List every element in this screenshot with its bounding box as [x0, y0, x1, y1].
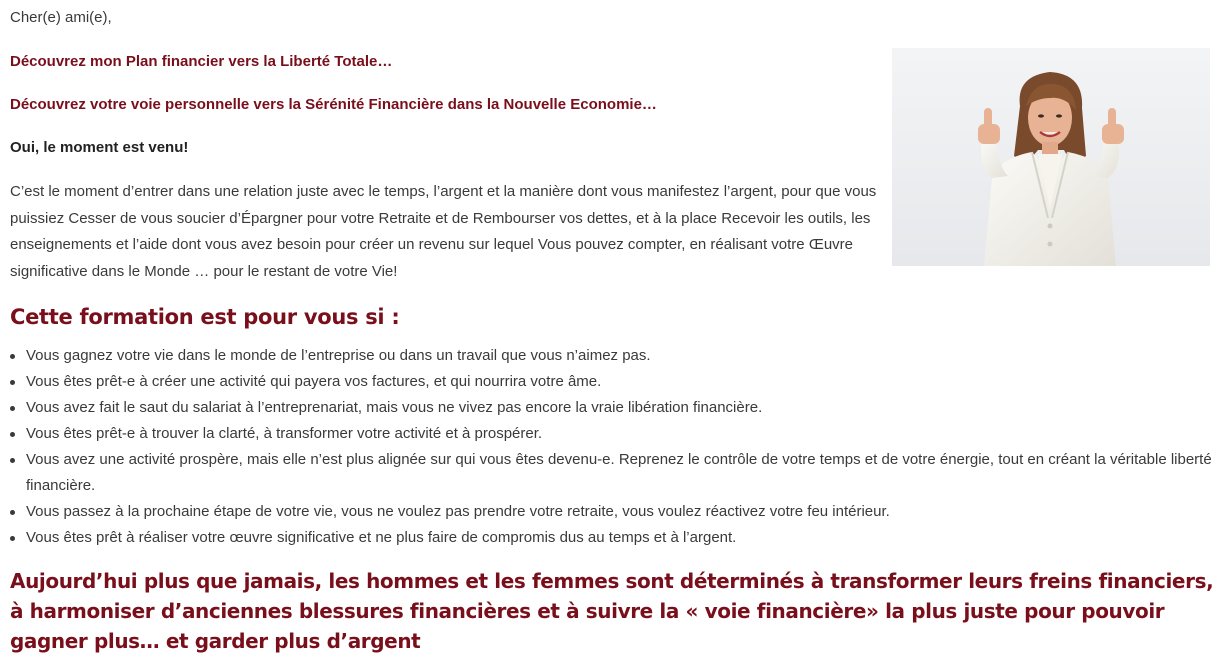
list-item-text: Vous avez fait le saut du salariat à l’entreprenariat, mais vous ne vivez pas encore la vraie libération financière. — [26, 399, 763, 416]
bullet-dot-icon — [10, 380, 15, 385]
list-item-text: Vous avez une activité prospère, mais elle n’est plus alignée sur qui vous êtes devenu-e. Reprenez le contrôle de votre temps et de votre énergie, tout en créant la véritable liberté financière. — [26, 451, 1212, 494]
closing-heading: Aujourd’hui plus que jamais, les hommes et les femmes sont déterminés à transformer leurs freins financiers, à harmoniser d’anciennes blessures financières et à suivre la « voie financière» la plus juste pour pouvoir gagner plus… et garder plus d’argent — [10, 569, 1214, 653]
bold-statement: Oui, le moment est venu! — [10, 139, 189, 156]
lead-heading-serenity: Découvrez votre voie personnelle vers la Sérénité Financière dans la Nouvelle Economie… — [10, 96, 657, 113]
list-item-text: Vous êtes prêt à réaliser votre œuvre significative et ne plus faire de compromis dus au temps et à l’argent. — [26, 529, 737, 546]
list-item-text: Vous passez à la prochaine étape de votre vie, vous ne voulez pas prendre votre retraite, vous voulez réactivez votre feu intérieur. — [26, 503, 890, 520]
audience-list — [10, 343, 1212, 551]
bullet-dot-icon — [10, 536, 15, 541]
bullet-dot-icon — [10, 458, 15, 463]
list-item-text: Vous gagnez votre vie dans le monde de l’entreprise ou dans un travail que vous n’aimez pas. — [26, 347, 651, 364]
list-item — [10, 369, 1212, 395]
list-item — [10, 499, 1212, 525]
section-heading: Cette formation est pour vous si : — [10, 305, 400, 329]
list-item-text: Vous êtes prêt-e à créer une activité qui payera vos factures, et qui nourrira votre âme. — [26, 373, 602, 390]
list-item-text: Vous êtes prêt-e à trouver la clarté, à transformer votre activité et à prospérer. — [26, 425, 543, 442]
intro-paragraph: C’est le moment d’entrer dans une relation juste avec le temps, l’argent et la manière dont vous manifestez l’argent, pour que vous puissiez Cesser de vous soucier d’Épargner pour votre Retraite et de Rembourser vos dettes, et à la place Recevoir les outils, les enseignements et l’aide dont vous avez besoin pour créer un revenu sur lequel Vous pouvez compter, en réalisant votre Œuvre significative dans le Monde … pour le restant de votre Vie! — [10, 183, 877, 280]
woman-thumbs-up-photo — [892, 48, 1210, 266]
greeting-text: Cher(e) ami(e), — [10, 9, 112, 26]
bullet-dot-icon — [10, 354, 15, 359]
lead-heading-plan: Découvrez mon Plan financier vers la Liberté Totale… — [10, 53, 393, 70]
bullet-dot-icon — [10, 432, 15, 437]
list-item — [10, 395, 1212, 421]
list-item — [10, 525, 1212, 551]
list-item — [10, 343, 1212, 369]
bullet-dot-icon — [10, 510, 15, 515]
bullet-dot-icon — [10, 406, 15, 411]
list-item — [10, 421, 1212, 447]
list-item — [10, 447, 1212, 499]
